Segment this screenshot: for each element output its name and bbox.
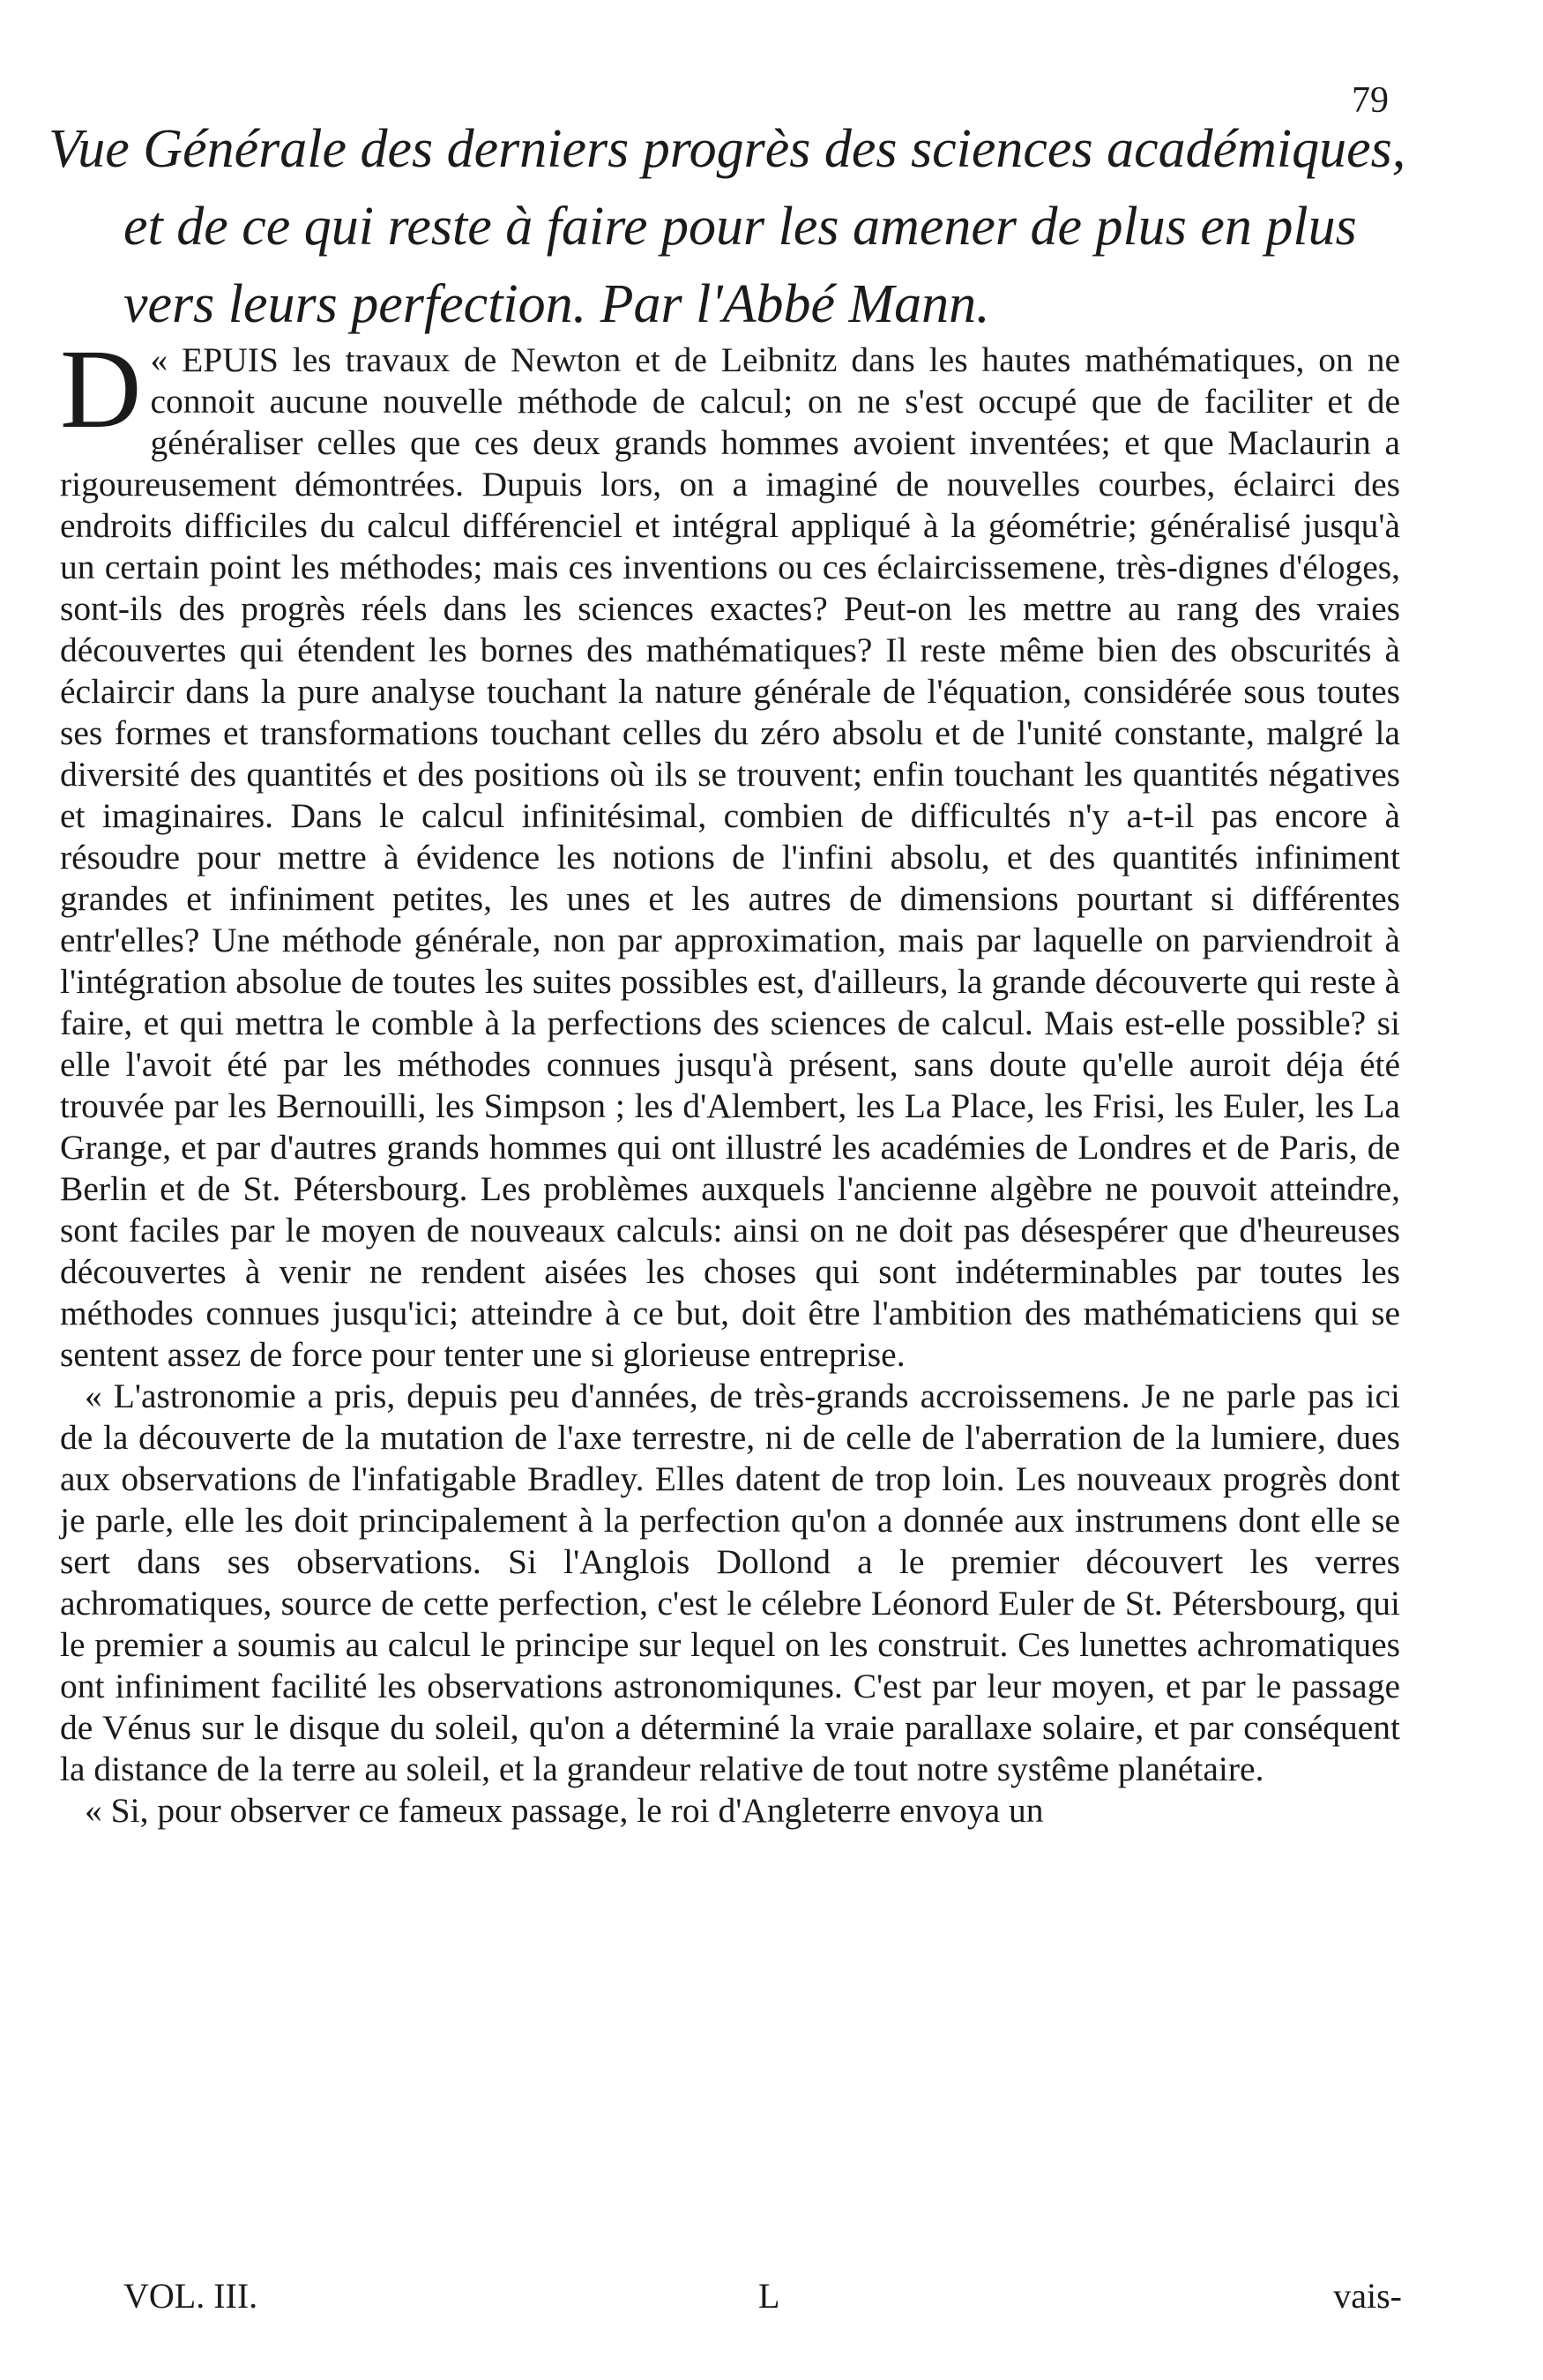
article-title [48,110,1424,343]
page-number: 79 [1352,80,1389,121]
body-text [60,326,1400,1832]
signature-mark: L [758,2276,780,2316]
paragraph [60,326,1400,1376]
drop-cap: D [60,326,142,451]
paragraph: « Si, pour observer ce fameux passage, le roi d'Angleterre envoya un [85,1791,1044,1830]
title-line: et de ce qui reste à faire pour les amener de plus en plus [123,197,1357,257]
paragraph-text: « EPUIS les travaux de Newton et de Leibnitz dans les hautes mathématiques, on ne connoit aucune nouvelle méthode de calcul; on ne s'est occupé que de faciliter et de généraliser celles que ces deux grands hommes avoient inventées; et que Maclaurin a rigoureusement démontrées. Dupuis lors, on a imaginé de nouvelles courbes, éclairci des endroits difficiles du calcul différenciel et intégral appliqué à la géométrie; généralisé jusqu'à un certain point les méthodes; mais ces inventions ou ces éclaircissemene, très-dignes d'éloges, sont-ils des progrès réels dans les sciences exactes? Peut-on les mettre au rang des vraies découvertes qui étendent les bornes des mathématiques? Il reste même bien des obscurités à éclaircir dans la pure analyse touchant la nature générale de l'équation, considérée sous toutes ses formes et transformations touchant celles du zéro absolu et de l'unité constante, malgré la diversité des quantités et des positions où ils se trouvent; enfin touchant les quantités négatives et imaginaires. Dans le calcul infinitésimal, combien de difficultés n'y a-t-il pas encore à résoudre pour mettre à évidence les notions de l'infini absolu, et des quantités infiniment grandes et infiniment petites, les unes et les autres de dimensions pourtant si différentes entr'elles? Une méthode générale, non par approximation, mais par laquelle on parviendroit à l'intégration absolue de toutes les suites possibles est, d'ailleurs, la grande découverte qui reste à faire, et qui mettra le comble à la perfections des sciences de calcul. Mais est-elle possible? si elle l'avoit été par les méthodes connues jusqu'à présent, sans doute qu'elle auroit déja été trouvée par les Bernouilli, les Simpson ; les d'Alembert, les La Place, les Frisi, les Euler, les La Grange, et par d'autres grands hommes qui ont illustré les académies de Londres et de Paris, de Berlin et de St. Pétersbourg. Les problèmes auxquels l'ancienne algèbre ne pouvoit atteindre, sont faciles par le moyen de nouveaux calculs: ainsi on ne doit pas désespérer que d'heureuses découvertes à venir ne rendent aisées les choses qui sont indéterminables par toutes les méthodes connues jusqu'ici; atteindre à ce but, doit être l'ambition des mathématiciens qui se sentent assez de force pour tenter une si glorieuse entreprise. [60,340,1400,1374]
paragraph: « L'astronomie a pris, depuis peu d'années, de très-grands accroissemens. Je ne parle pas ici de la découverte de la mutation de l'axe terrestre, ni de celle de l'aberration de la lumiere, dues aux observations de l'infatigable Bradley. Elles datent de trop loin. Les nouveaux progrès dont je parle, elle les doit principalement à la perfection qu'on a donnée aux instrumens dont elle se sert dans ses observations. Si l'Anglois Dollond a le premier découvert les verres achromatiques, source de cette perfection, c'est le célebre Léonord Euler de St. Pétersbourg, qui le premier a soumis au calcul le principe sur lequel on les construit. Ces lunettes achromatiques ont infiniment facilité les observations astronomiqunes. C'est par leur moyen, et par le passage de Vénus sur le disque du soleil, qu'on a déterminé la vraie parallaxe solaire, et par conséquent la distance de la terre au soleil, et la grandeur relative de tout notre systême planétaire. [60,1377,1400,1788]
title-line: Vue Générale des derniers progrès des sciences académiques, [48,119,1406,179]
volume-label: VOL. III. [123,2276,258,2316]
catchword: vais- [1333,2276,1402,2316]
title-line: vers leurs perfection. Par l'Abbé Mann. [123,274,990,334]
